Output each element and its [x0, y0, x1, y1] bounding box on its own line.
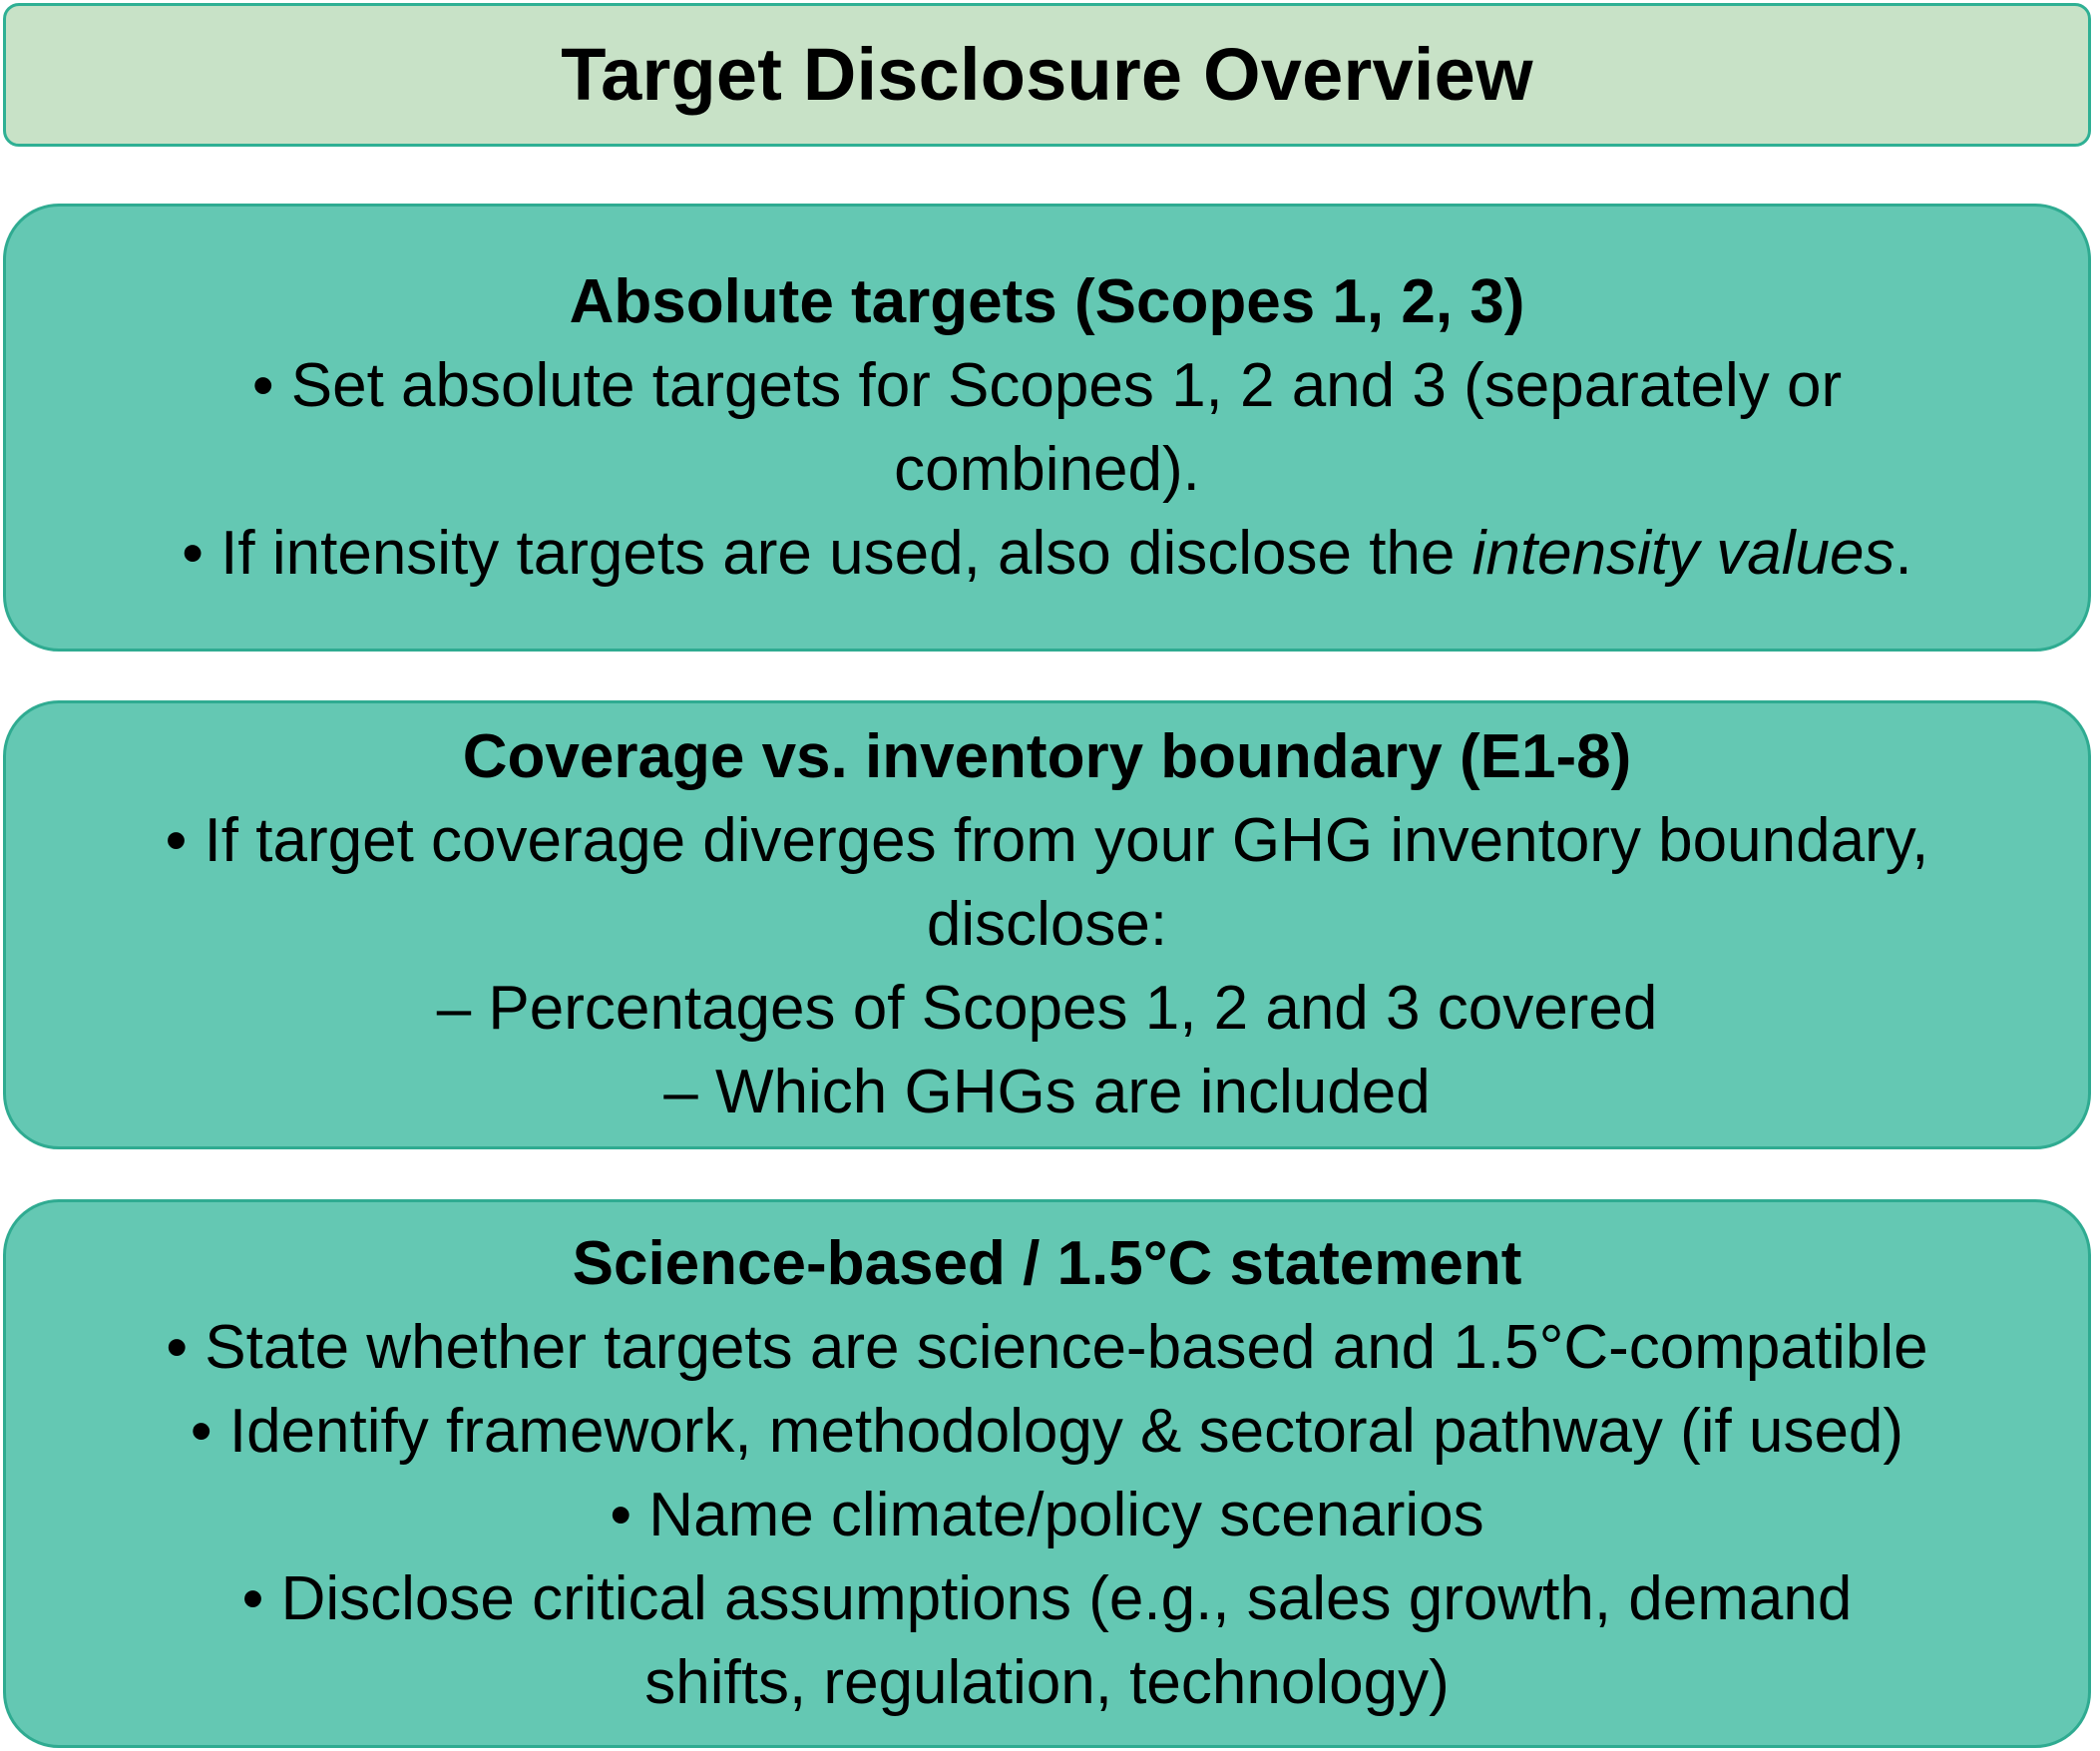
panel-line-intensity [182, 512, 1912, 596]
panel-science-based [3, 1199, 2091, 1748]
panel-heading: Coverage vs. inventory boundary (E1-8) [462, 722, 1632, 791]
panel-coverage-boundary [3, 700, 2091, 1149]
panel-line: • If target coverage diverges from your GHG inventory boundary, [165, 806, 1929, 875]
panel-line: • Identify framework, methodology & sectoral pathway (if used) [190, 1397, 1904, 1466]
panel-absolute-targets [3, 204, 2091, 652]
panel-line: • Name climate/policy scenarios [610, 1481, 1484, 1549]
panel-line: • State whether targets are science-based and 1.5°C-compatible [166, 1313, 1928, 1382]
panel-line-text: • If intensity targets are used, also disclose the [182, 518, 1472, 588]
page-title: Target Disclosure Overview [561, 33, 1533, 116]
panel-heading: Science-based / 1.5°C statement [572, 1229, 1522, 1298]
panel-line: combined). [894, 434, 1200, 504]
panel-line: – Percentages of Scopes 1, 2 and 3 covered [436, 974, 1658, 1043]
panel-line: • Set absolute targets for Scopes 1, 2 and 3 (separately or [251, 350, 1843, 420]
panel-heading: Absolute targets (Scopes 1, 2, 3) [569, 266, 1525, 336]
title-banner [3, 3, 2091, 147]
panel-line: – Which GHGs are included [663, 1058, 1431, 1126]
panel-line: disclose: [926, 890, 1168, 959]
panel-line-text: . [1894, 518, 1912, 588]
emphasis-text: intensity values [1471, 518, 1895, 588]
panel-line: • Disclose critical assumptions (e.g., sales growth, demand [241, 1564, 1853, 1633]
panel-line: shifts, regulation, technology) [644, 1648, 1450, 1717]
